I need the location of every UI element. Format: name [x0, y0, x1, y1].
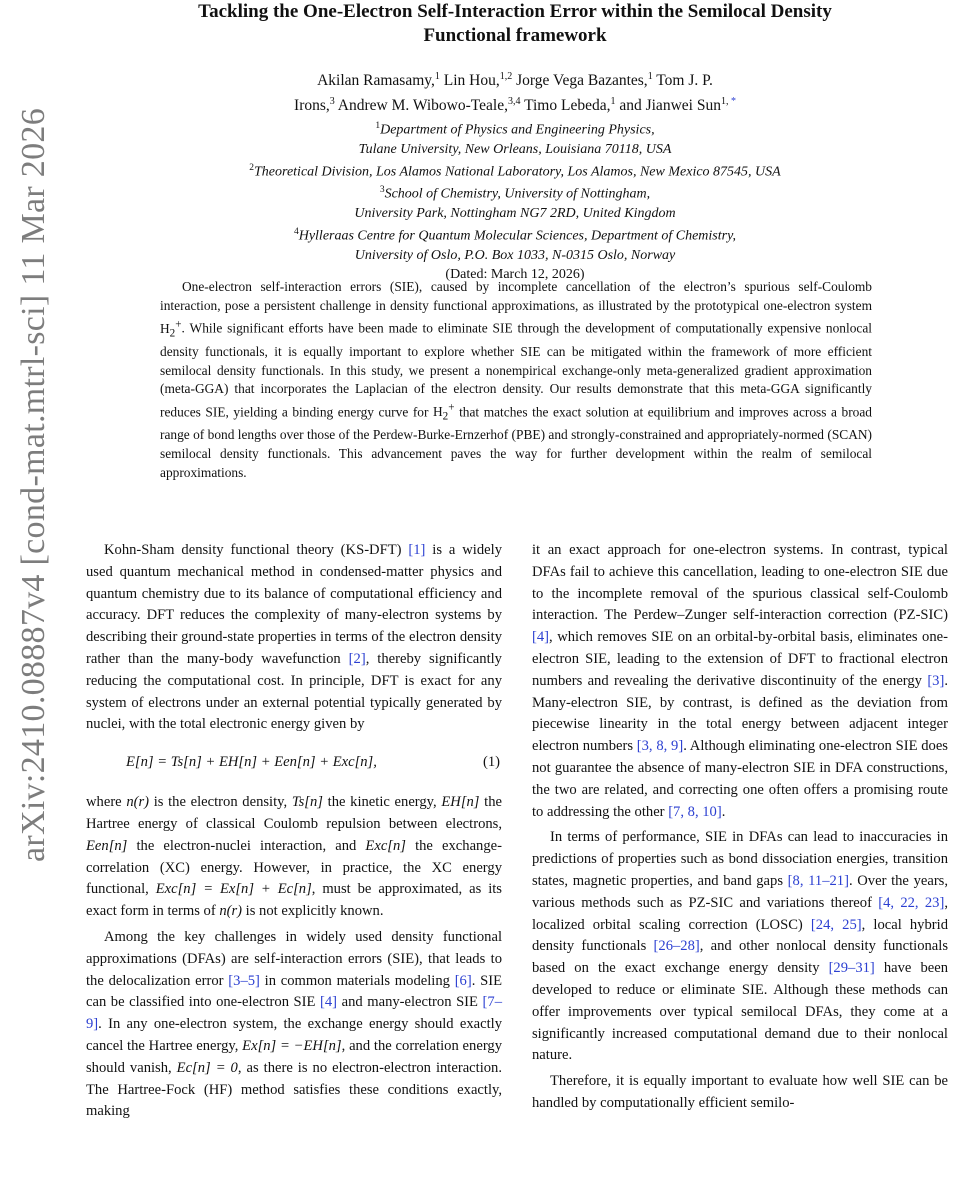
citation-link[interactable]: [4, [878, 894, 895, 911]
equation-1 [86, 740, 502, 786]
body-text: , thereby significantly reducing the computational cost. In principle, DFT is exact for any system of electrons under an external potential typically generated by nuclei, with the total electronic energy given by [86, 650, 502, 733]
author-name: Akilan Ramasamy, [317, 72, 435, 90]
affiliation-sup: 4 [293, 226, 299, 237]
arxiv-identifier-text: arXiv:2410.08887v4 [cond-mat.mtrl-sci] 11 Mar 2026 [15, 107, 53, 863]
abstract-paragraph [160, 278, 872, 482]
body-text: Kohn-Sham density functional theory (KS-DFT) [104, 542, 409, 558]
author-affil-sup: 1 [610, 96, 616, 108]
citation-link[interactable]: 8, [684, 803, 699, 820]
formula-sup: + [175, 318, 182, 331]
author-affil-sup [721, 96, 736, 107]
body-text: the electron-nuclei interaction, and [127, 837, 366, 854]
body-text: . Although eliminating one-electron SIE does not guarantee the absence of many-electron SIE in DFA constructions, the two are related, and correcting one often offers a promising route to addressing the other [532, 738, 948, 820]
affiliation-sup: 1 [375, 121, 381, 131]
body-text: Therefore, it is equally important to evaluate how well SIE can be handled by computationally efficient semilo- [532, 1073, 948, 1111]
citation-link[interactable]: [3] [927, 672, 945, 689]
author-name: Andrew M. Wibowo-Teale, [334, 97, 508, 115]
math-inline: Exc[n] [365, 837, 406, 854]
math-inline: Exc[n] = Ex[n] + Ec[n] [155, 881, 312, 898]
author-affil-sup: 1 [434, 71, 440, 82]
author-affil-sup: 1 [647, 71, 653, 82]
equation-number: (1) [482, 754, 500, 771]
affiliation-line [120, 181, 910, 204]
formula-base: H [432, 404, 443, 420]
affiliation-text: Tulane University, New Orleans, Louisiana 70118, USA [358, 141, 672, 157]
paper-title [100, 0, 930, 48]
citation-link[interactable]: [4] [532, 629, 550, 646]
affiliation-text: University Park, Nottingham NG7 2RD, United Kingdom [354, 205, 676, 221]
citation-link[interactable]: [24, [810, 916, 835, 933]
affiliation-line [120, 117, 910, 140]
formula-sub: 2 [169, 327, 176, 340]
citation-link[interactable]: [6] [454, 972, 472, 989]
citation-link[interactable]: 11–21] [803, 872, 849, 889]
body-text: , localized orbital scaling correction (LOSC) [532, 894, 948, 933]
body-text: the kinetic energy, [322, 794, 442, 811]
citation-link[interactable]: [1] [408, 542, 426, 558]
affiliation-text: University of Oslo, P.O. Box 1033, N-0315 Oslo, Norway [354, 247, 676, 263]
math-inline: n(r) [126, 794, 150, 811]
body-paragraph [86, 540, 502, 736]
body-text: , which removes SIE on an orbital-by-orbital basis, eliminates one-electron SIE, leading to the extension of DFT to fractional electron numbers and revealing the derivative discontinuity of the energy [532, 629, 948, 689]
citation-link[interactable]: [26–28] [653, 938, 700, 955]
body-text: , and the correlation energy should vanish, [86, 1037, 503, 1076]
body-text: is not explicitly known. [242, 903, 384, 920]
body-text: where [86, 794, 127, 811]
affiliation-text: School of Chemistry, University of Nottingham, [384, 186, 651, 202]
citation-link[interactable]: [3–5] [228, 972, 260, 989]
body-text: , local hybrid density functionals [532, 916, 948, 955]
date-line: (Dated: March 12, 2026) [445, 266, 585, 282]
body-paragraph [532, 827, 948, 1067]
author-affil-sup-num: 1, [720, 96, 729, 108]
body-text: is a widely used quantum mechanical method in condensed-matter physics and quantum chemistry due to its balance of computational efficiency and accuracy. DFT reduces the complexity of many-electron systems by describing their ground-state properties in terms of the electron density rather than the many-body wavefunction [86, 542, 502, 667]
formula-base: H [160, 320, 170, 336]
math-inline: n(r) [219, 903, 243, 920]
citation-link[interactable]: [7–9] [86, 994, 502, 1033]
citation-link[interactable]: [4] [320, 994, 338, 1011]
citation-link[interactable]: [7, [668, 803, 684, 820]
math-inline: EH[n] [441, 794, 480, 811]
body-text: . [721, 803, 726, 820]
body-text: and many-electron SIE [337, 994, 483, 1011]
affiliations [120, 117, 910, 284]
citation-link[interactable]: 22, [894, 894, 919, 911]
body-paragraph [86, 792, 502, 923]
author-name: and Jianwei Sun [615, 97, 721, 115]
h2plus-formula [432, 401, 455, 423]
author-name: Irons, [294, 97, 330, 115]
affiliation-line [120, 223, 910, 246]
author-list [150, 66, 880, 116]
affiliation-text: Theoretical Division, Los Alamos National Laboratory, Los Alamos, New Mexico 87545, USA [254, 164, 781, 180]
body-paragraph [532, 1071, 948, 1115]
author-line-2 [150, 91, 880, 116]
math-inline: Ts[n] [291, 794, 323, 811]
body-text: , must be approximated, as its exact form in terms of [86, 881, 502, 920]
body-text: it an exact approach for one-electron systems. In contrast, typical DFAs fail to achieve this cancellation, leading to one-electron SIE due to the incomplete removal of the spurious classical self-Coulomb interaction. The Perdew–Zunger self-interaction correction (PZ-SIC) [532, 542, 948, 624]
math-inline: Ex[n] = −EH[n] [242, 1037, 342, 1054]
body-text: the exchange-correlation (XC) energy. However, in practice, the XC energy functional, [86, 837, 502, 898]
body-text: , and other nonlocal density functionals based on the exact exchange energy density [532, 938, 948, 977]
affiliation-line [120, 159, 910, 182]
author-name: Jorge Vega Bazantes, [512, 72, 648, 90]
formula-sup: + [448, 401, 455, 414]
citation-link[interactable]: [29–31] [828, 960, 875, 977]
body-text: . SIE can be classified into one-electron SIE [86, 972, 503, 1011]
author-name: Lin Hou, [439, 72, 500, 90]
corresponding-author-link[interactable]: * [728, 96, 736, 108]
affiliation-text: Department of Physics and Engineering Physics, [380, 122, 655, 138]
author-name: Timo Lebeda, [520, 97, 611, 115]
abstract-text: One-electron self-interaction errors (SIE), caused by incomplete cancellation of the electron’s spurious self-Coulomb interaction, pose a persistent challenge in density functional approximations, as illustrated by the prototypical one-electron system [160, 279, 872, 313]
citation-link[interactable]: 25] [834, 916, 862, 933]
right-column [532, 540, 948, 1115]
equation-expression: E[n] = Ts[n] + EH[n] + Een[n] + Exc[n], [126, 754, 377, 771]
author-affil-sup: 3,4 [507, 96, 521, 108]
affiliation-line [120, 140, 910, 159]
body-text: in common materials modeling [259, 972, 455, 989]
body-text: . Many-electron SIE, by contrast, is defined as the deviation from piecewise linearity in the total energy between adjacent integer electron numbers [532, 672, 948, 755]
affiliation-sup: 2 [249, 162, 255, 173]
abstract-text: that matches the exact solution at equilibrium and improves across a broad range of bond lengths over those of the Perdew-Burke-Ernzerhof (PBE) and strongly-constrained and appropriately-normed (SCAN) semilocal density functionals. This advancement paves the way for further development within the realm of semilocal approximations. [160, 404, 872, 480]
body-paragraph [532, 540, 948, 823]
body-text: . Over the years, various methods such as PZ-SIC and variations thereof [532, 872, 949, 911]
affiliation-line [120, 204, 910, 223]
math-inline: Een[n] [86, 837, 128, 854]
body-paragraph [86, 927, 502, 1123]
title-line-2: Functional framework [423, 25, 607, 46]
citation-link[interactable]: [2] [348, 650, 366, 667]
affiliation-text: Hylleraas Centre for Quantum Molecular Sciences, Department of Chemistry, [298, 228, 737, 244]
body-text: , as there is no electron-electron interaction. The Hartree-Fock (HF) method satisfies these conditions exactly, making [86, 1059, 502, 1120]
body-text: have been developed to reduce or eliminate SIE. Although these methods can offer improvements over typical semilocal DFAs, they come at a significantly increased computational demand due to their nonlocal nature. [532, 960, 948, 1064]
body-text: Among the key challenges in widely used density functional approximations (DFAs) are self-interaction errors (SIE), that leads to the delocalization error [86, 928, 502, 989]
author-line-1 [150, 66, 880, 91]
citation-link[interactable]: [3, [636, 738, 653, 755]
title-line-1: Tackling the One-Electron Self-Interaction Error within the Semilocal Density [198, 1, 832, 22]
affiliation-sup: 3 [379, 185, 385, 196]
left-column [86, 540, 502, 1123]
author-affil-sup: 1,2 [499, 71, 513, 82]
math-inline: Ec[n] = 0 [176, 1059, 238, 1076]
body-text: is the electron density, [149, 794, 292, 811]
body-text: . In any one-electron system, the exchange energy should exactly cancel the Hartree energy, [86, 1016, 502, 1054]
abstract-text: . While significant efforts have been made to eliminate SIE through the development of computationally expensive nonlocal density functionals, it is equally important to explore whether SIE can be mitigated within the framework of more efficient semilocal density functionals. In this study, we present a nonempirical exchange-only meta-generalized gradient approximation (meta-GGA) that incorporates the Laplacian of the electron density. Our results demonstrate that this meta-GGA significantly reduces SIE, yielding a binding energy curve for [160, 320, 872, 420]
author-name: Tom J. P. [652, 72, 713, 90]
arxiv-identifier-stamp [12, 107, 56, 863]
citation-link[interactable]: 8, [652, 738, 668, 755]
citation-link[interactable]: [8, [787, 872, 804, 889]
affiliation-line [120, 246, 910, 265]
h2plus-formula [160, 318, 182, 340]
body-text: the Hartree energy of classical Coulomb repulsion between electrons, [86, 794, 502, 832]
citation-link[interactable]: 23] [918, 894, 945, 911]
citation-link[interactable]: 9] [667, 738, 684, 755]
body-text: In terms of performance, SIE in DFAs can lead to inaccuracies in predictions of properties such as bond dissociation energies, transition states, magnetic properties, and band gaps [532, 829, 948, 889]
abstract [160, 278, 872, 482]
author-affil-sup: 3 [329, 96, 335, 108]
formula-sub: 2 [442, 410, 449, 423]
citation-link[interactable]: 10] [698, 803, 722, 820]
